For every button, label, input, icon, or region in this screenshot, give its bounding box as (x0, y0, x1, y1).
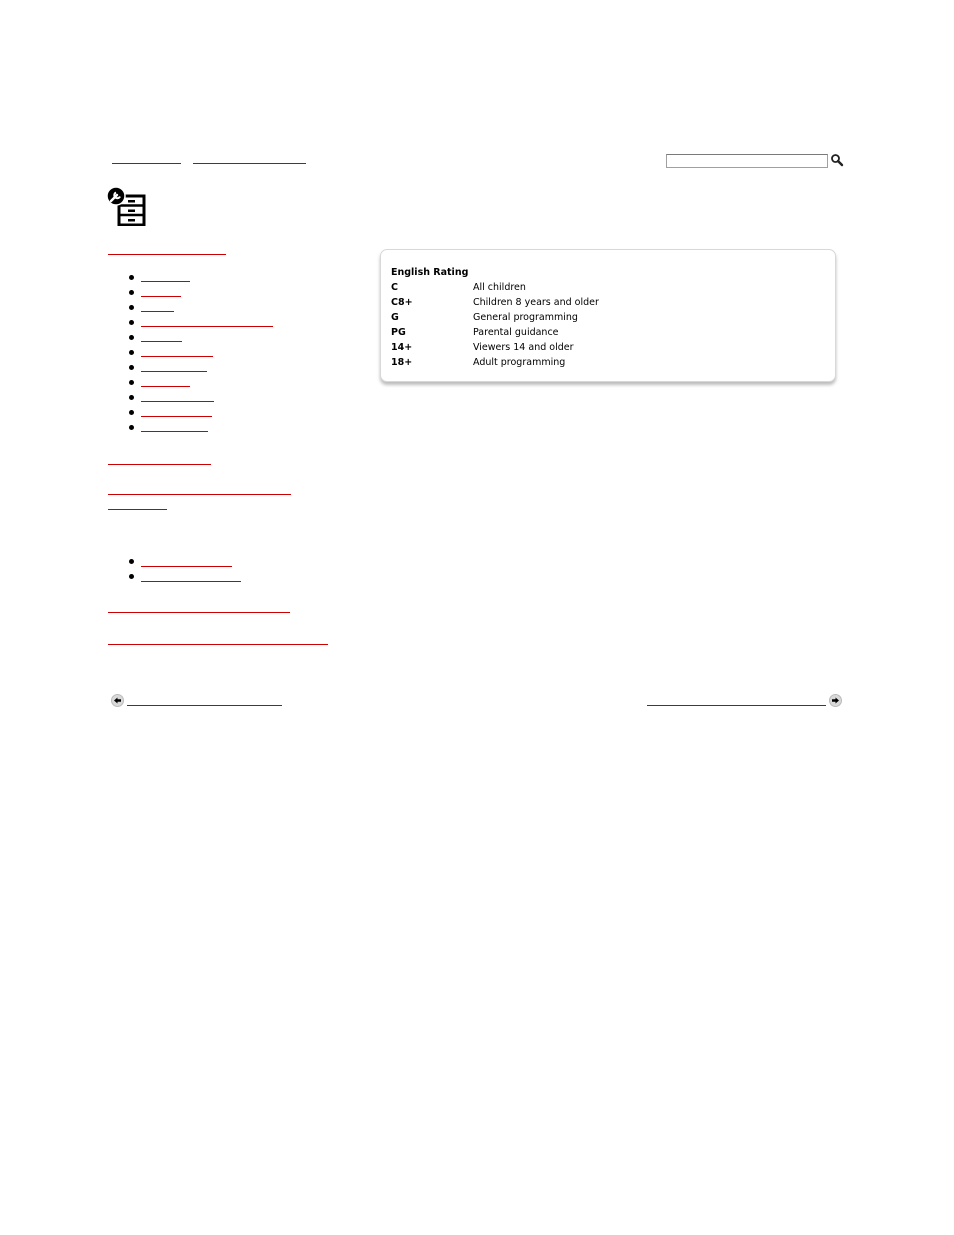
nav-sub-link-4[interactable] (141, 326, 273, 327)
search-button[interactable] (830, 152, 844, 166)
nav-sub-link-11[interactable] (141, 431, 208, 432)
rating-code: 18+ (391, 357, 413, 368)
rating-code: G (391, 312, 399, 323)
bullet (129, 410, 134, 415)
arrow-right-circle-icon[interactable] (829, 694, 842, 707)
settings-cabinet-icon (106, 186, 148, 226)
rating-panel (380, 249, 836, 382)
bullet (129, 574, 134, 579)
bullet (129, 559, 134, 564)
bullet (129, 275, 134, 280)
breadcrumb-link-1[interactable] (112, 163, 181, 164)
rating-desc: Adult programming (473, 357, 566, 368)
bullet (129, 425, 134, 430)
nav-section-link-3b[interactable] (108, 509, 167, 510)
next-page-link[interactable] (647, 705, 826, 706)
nav-sub-link-6[interactable] (141, 356, 213, 357)
bullet (129, 320, 134, 325)
rating-desc: General programming (473, 312, 578, 323)
rating-code: C (391, 282, 398, 293)
nav-sub-link-9[interactable] (141, 401, 214, 402)
nav-section-link-1[interactable] (108, 254, 226, 255)
nav-sub-link-2[interactable] (141, 296, 181, 297)
bullet (129, 350, 134, 355)
rating-code: C8+ (391, 297, 413, 308)
rating-desc: Children 8 years and older (473, 297, 599, 308)
nav-section-link-2[interactable] (108, 464, 211, 465)
rating-code: 14+ (391, 342, 413, 353)
nav-sub-link-8[interactable] (141, 386, 190, 387)
nav-sub-link-1[interactable] (141, 281, 190, 282)
nav-sub-link-10[interactable] (141, 416, 212, 417)
nav-section-link-3a[interactable] (108, 494, 291, 495)
bullet (129, 365, 134, 370)
nav-sub-link-13[interactable] (141, 581, 241, 582)
magnifier-icon (830, 153, 844, 167)
bullet (129, 335, 134, 340)
rating-desc: Parental guidance (473, 327, 559, 338)
rating-desc: Viewers 14 and older (473, 342, 574, 353)
nav-section-link-4[interactable] (108, 612, 290, 613)
nav-sub-link-12[interactable] (141, 566, 232, 567)
bullet (129, 380, 134, 385)
nav-section-link-5[interactable] (108, 644, 328, 645)
arrow-left-circle-icon[interactable] (111, 694, 124, 707)
rating-code: PG (391, 327, 406, 338)
nav-sub-link-5[interactable] (141, 341, 182, 342)
prev-page-link[interactable] (127, 705, 282, 706)
panel-title: English Rating (391, 267, 469, 278)
bullet (129, 290, 134, 295)
bullet (129, 305, 134, 310)
rating-desc: All children (473, 282, 526, 293)
nav-sub-link-3[interactable] (141, 311, 174, 312)
search-input[interactable] (666, 154, 828, 168)
bullet (129, 395, 134, 400)
breadcrumb-link-2[interactable] (193, 163, 306, 164)
nav-sub-link-7[interactable] (141, 371, 207, 372)
